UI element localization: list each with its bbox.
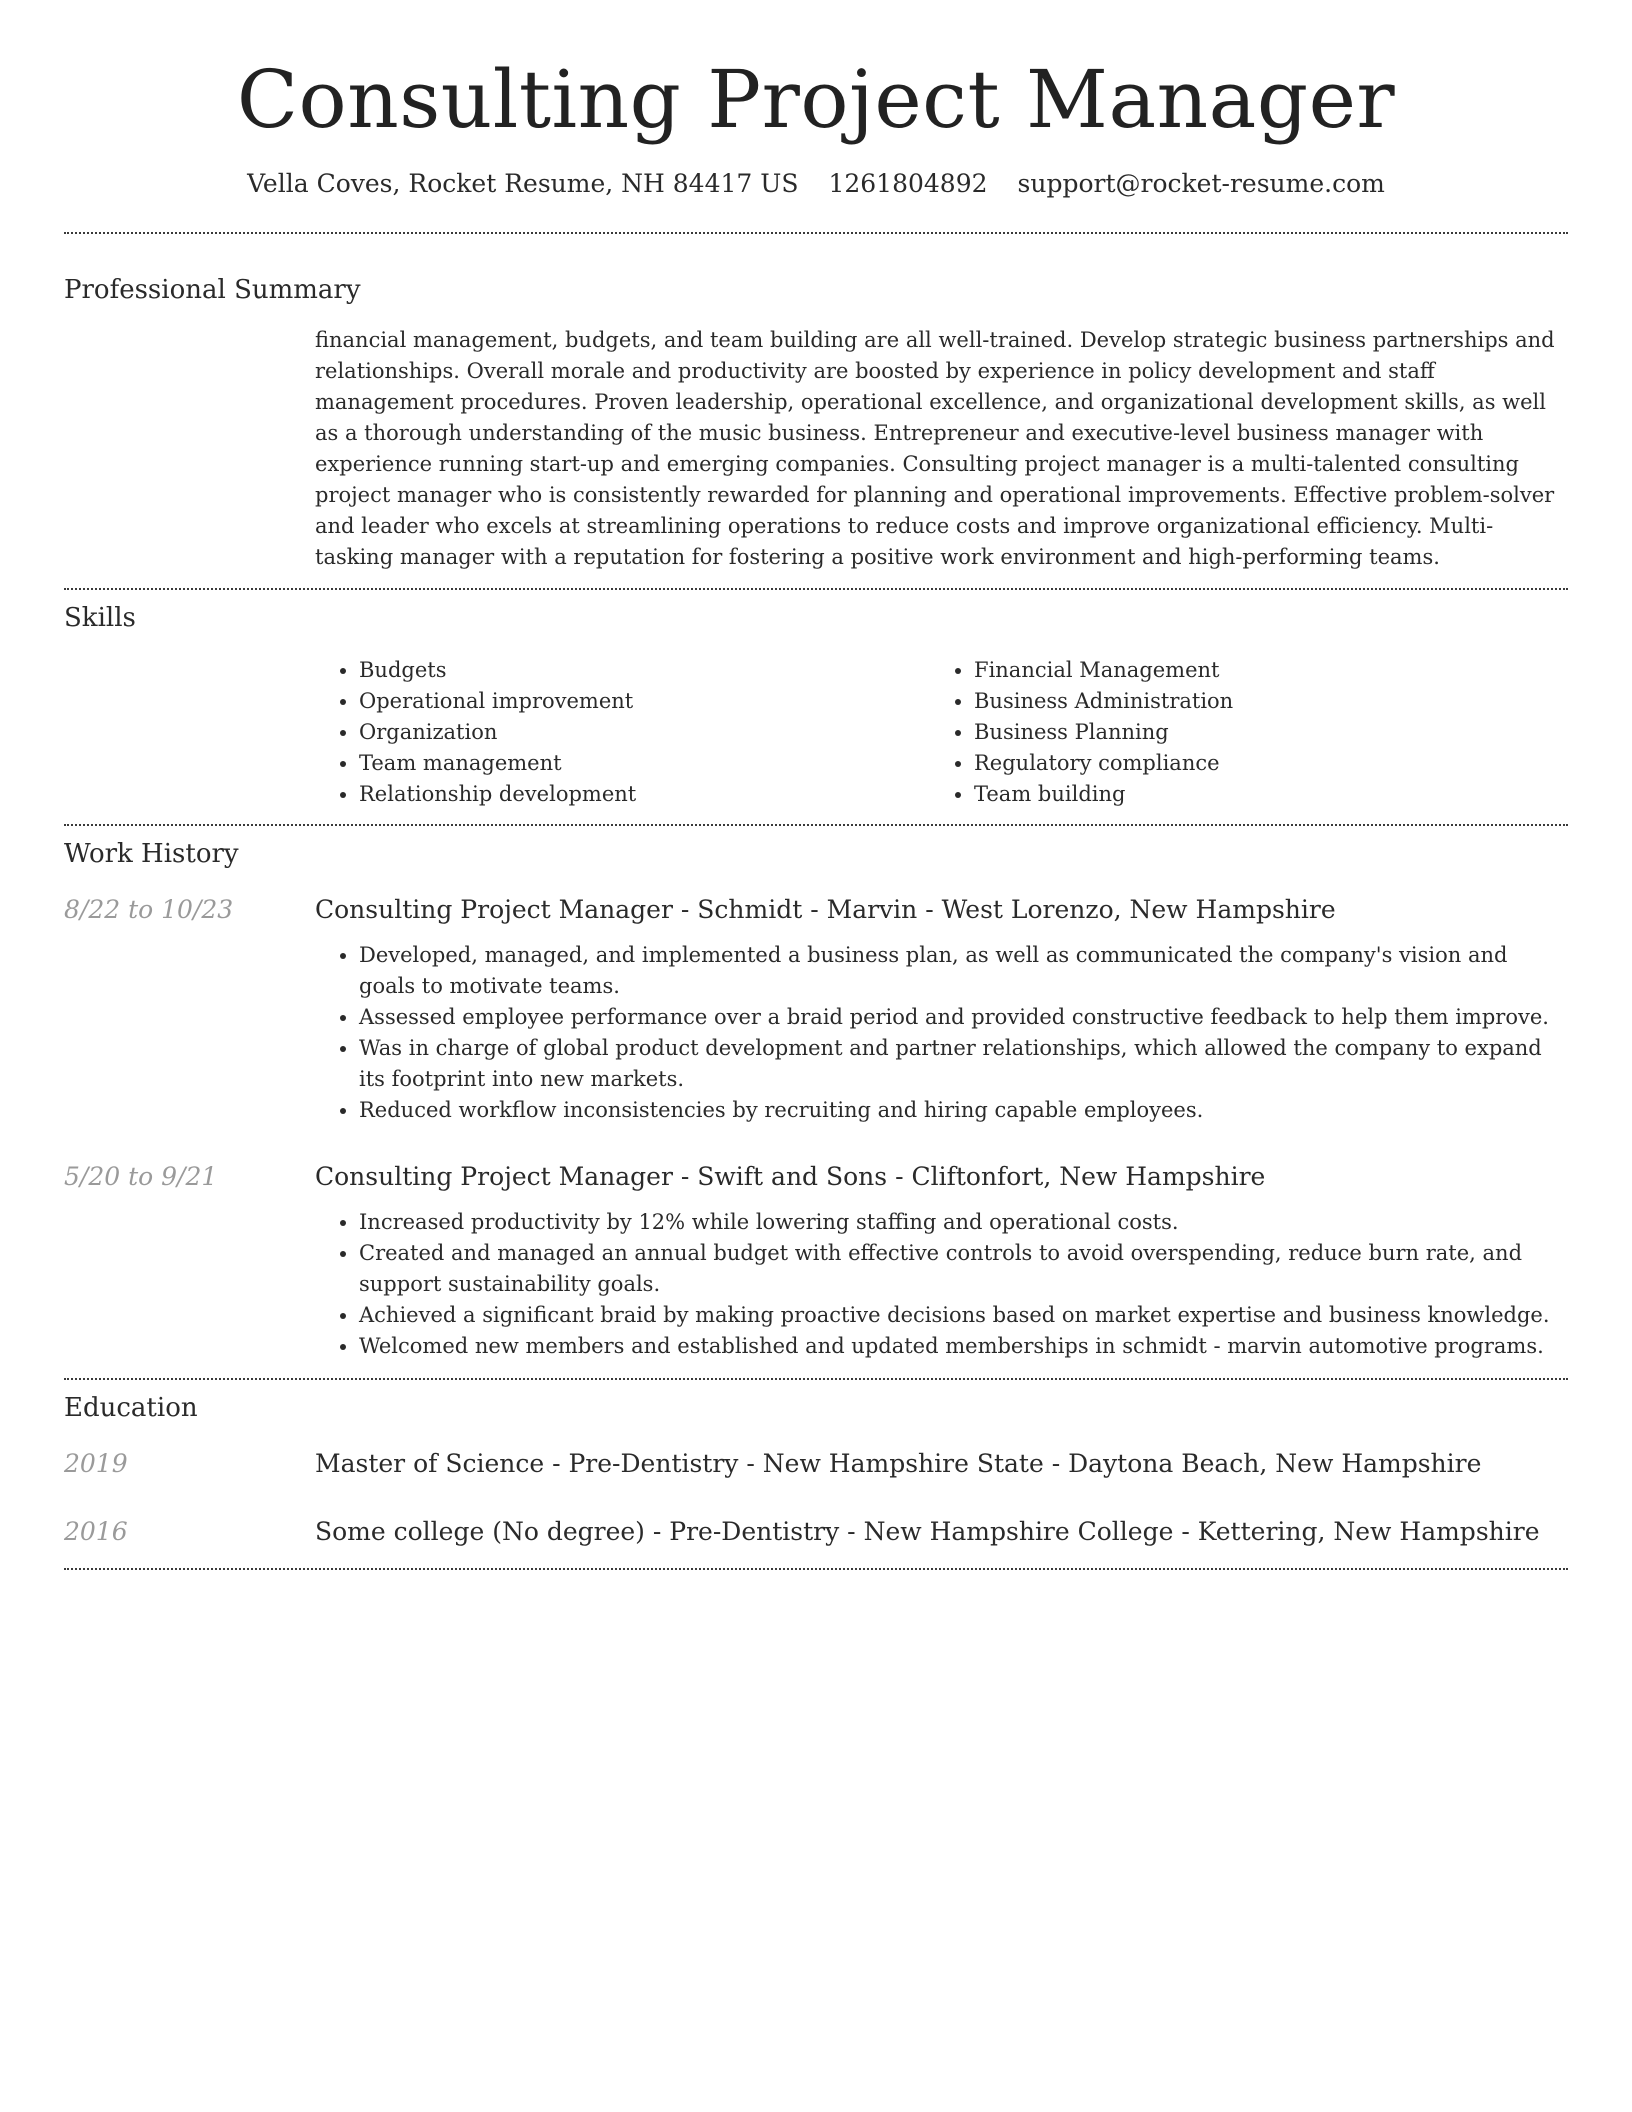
- job-bullet: • Created and managed an annual budget with effective controls to avoid overspending, reduce burn rate, and support sustainability goals.: [359, 1238, 1568, 1300]
- contact-line: [64, 166, 1568, 202]
- job-entry: [64, 1160, 1568, 1362]
- section-heading-summary: Professional Summary: [64, 275, 361, 305]
- separator: -: [887, 1162, 912, 1191]
- separator: -: [917, 895, 942, 924]
- job-entry: [64, 893, 1568, 1126]
- skill-item: • Business Administration: [974, 686, 1545, 717]
- contact-email: support@rocket-resume.com: [1017, 169, 1385, 198]
- job-title: Consulting Project Manager: [315, 1162, 673, 1191]
- education-heading: [315, 1515, 1568, 1549]
- job-location: Cliftonfort, New Hampshire: [911, 1162, 1266, 1191]
- section-heading-work: Work History: [64, 839, 239, 869]
- section-divider: [64, 824, 1568, 826]
- education-year: 2016: [64, 1517, 128, 1546]
- section-heading-skills: Skills: [64, 603, 136, 633]
- job-heading: [315, 893, 1568, 927]
- education-entry: [64, 1447, 1568, 1481]
- separator: -: [672, 1162, 698, 1191]
- section-divider: [64, 1378, 1568, 1380]
- contact-phone: 1261804892: [828, 169, 988, 198]
- separator: -: [1173, 1517, 1198, 1546]
- section-divider: [64, 1568, 1568, 1570]
- separator: -: [672, 895, 698, 924]
- separator: -: [1043, 1449, 1069, 1478]
- job-bullets: [315, 940, 1568, 1126]
- job-dates: 8/22 to 10/23: [64, 895, 234, 924]
- job-company: Schmidt - Marvin: [697, 895, 918, 924]
- education-degree: Master of Science: [315, 1449, 545, 1478]
- job-heading: [315, 1160, 1568, 1194]
- skills-list-left: [315, 655, 930, 810]
- education-school: New Hampshire State: [762, 1449, 1044, 1478]
- separator: -: [544, 1449, 569, 1478]
- education-entry: [64, 1515, 1568, 1549]
- education-field: Pre-Dentistry: [568, 1449, 739, 1478]
- education-location: Daytona Beach, New Hampshire: [1068, 1449, 1482, 1478]
- education-degree: Some college (No degree): [315, 1517, 645, 1546]
- skill-item: • Business Planning: [974, 717, 1545, 748]
- resume-title: Consulting Project Manager: [236, 53, 1396, 146]
- summary-text: financial management, budgets, and team building are all well-trained. Develop strategic business partnerships and relationships. Overall morale and productivity are boosted by experience in policy development and staff management procedures. Proven leadership, operational excellence, and organizational development skills, as well as a thorough understanding of the music business. Entrepreneur and executive-level business manager with experience running start-up and emerging companies. Consulting project manager is a multi-talented consulting project manager who is consistently rewarded for planning and operational improvements. Effective problem-solver and leader who excels at streamlining operations to reduce costs and improve organizational efficiency. Multi-tasking manager with a reputation for fostering a positive work environment and high-performing teams.: [315, 328, 1555, 569]
- skill-item: • Financial Management: [974, 655, 1545, 686]
- skill-item: • Budgets: [359, 655, 930, 686]
- skill-item: • Relationship development: [359, 779, 930, 810]
- job-bullet: • Achieved a significant braid by making proactive decisions based on market expertise and business knowledge.: [359, 1300, 1568, 1331]
- job-bullet: • Welcomed new members and established and updated memberships in schmidt - marvin automotive programs.: [359, 1331, 1568, 1362]
- job-bullet: • Assessed employee performance over a braid period and provided constructive feedback to help them improve.: [359, 1002, 1568, 1033]
- job-title: Consulting Project Manager: [315, 895, 673, 924]
- resume-page: [64, 0, 1568, 1570]
- education-location: Kettering, New Hampshire: [1197, 1517, 1540, 1546]
- job-bullet: • Reduced workflow inconsistencies by recruiting and hiring capable employees.: [359, 1095, 1568, 1126]
- section-heading-education: Education: [64, 1393, 198, 1423]
- job-bullet: • Increased productivity by 12% while lowering staffing and operational costs.: [359, 1207, 1568, 1238]
- job-location: West Lorenzo, New Hampshire: [941, 895, 1336, 924]
- job-bullet: • Was in charge of global product development and partner relationships, which allowed the company to expand its footprint into new markets.: [359, 1033, 1568, 1095]
- job-dates: 5/20 to 9/21: [64, 1162, 218, 1191]
- contact-address: Vella Coves, Rocket Resume, NH 84417 US: [247, 169, 799, 198]
- education-year: 2019: [64, 1449, 128, 1478]
- job-company: Swift and Sons: [697, 1162, 888, 1191]
- separator: -: [644, 1517, 670, 1546]
- skill-item: • Organization: [359, 717, 930, 748]
- skill-item: • Regulatory compliance: [974, 748, 1545, 779]
- skill-item: • Team management: [359, 748, 930, 779]
- section-divider: [64, 232, 1568, 234]
- skills-row: [64, 655, 1568, 810]
- separator: -: [839, 1517, 864, 1546]
- skill-item: • Team building: [974, 779, 1545, 810]
- job-bullet: • Developed, managed, and implemented a business plan, as well as communicated the company's vision and goals to motivate teams.: [359, 940, 1568, 1002]
- education-heading: [315, 1447, 1568, 1481]
- section-divider: [64, 588, 1568, 590]
- skill-item: • Operational improvement: [359, 686, 930, 717]
- summary-row: [64, 325, 1568, 573]
- education-field: Pre-Dentistry: [669, 1517, 840, 1546]
- job-bullets: [315, 1207, 1568, 1362]
- separator: -: [738, 1449, 763, 1478]
- education-school: New Hampshire College: [863, 1517, 1174, 1546]
- skills-list-right: [930, 655, 1545, 810]
